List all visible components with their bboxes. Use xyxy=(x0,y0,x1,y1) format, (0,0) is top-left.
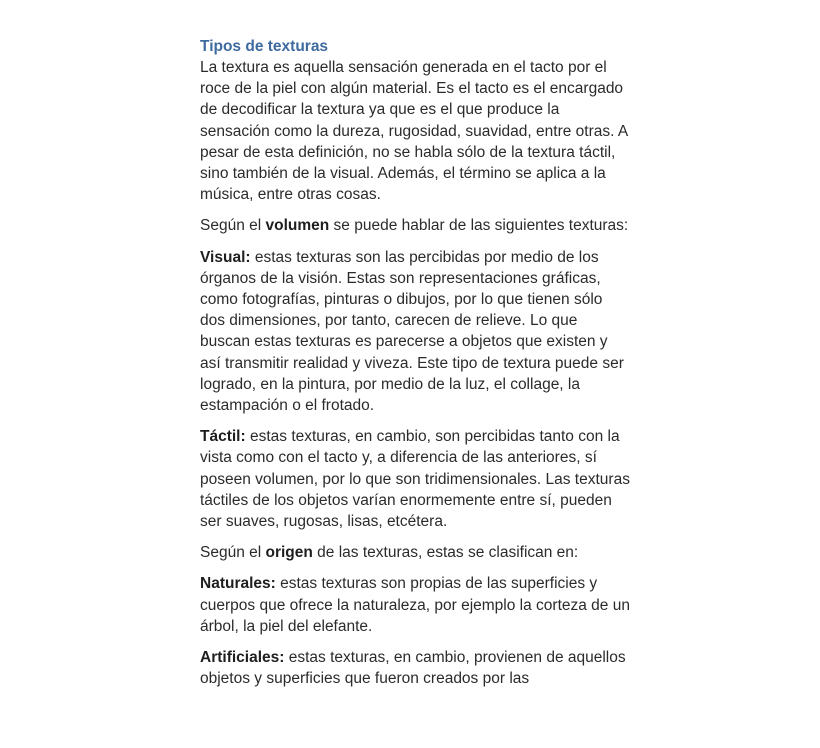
volumen-text-after: se puede hablar de las siguientes texturas: xyxy=(329,217,629,235)
origen-text-before: Según el xyxy=(200,544,266,562)
artificiales-term: Artificiales: xyxy=(200,649,285,667)
visual-paragraph xyxy=(200,247,630,417)
artificiales-paragraph xyxy=(200,647,630,689)
tactil-paragraph xyxy=(200,426,630,532)
document-title: Tipos de texturas xyxy=(200,38,329,55)
volumen-paragraph xyxy=(200,215,630,236)
document-body xyxy=(200,36,630,699)
naturales-text: estas texturas son propias de las superficies y cuerpos que ofrece la naturaleza, por ejemplo la corteza de un árbol, la piel del elefante. xyxy=(200,575,630,635)
tactil-text: estas texturas, en cambio, son percibidas tanto con la vista como con el tacto y, a diferencia de las anteriores, sí poseen volumen, por lo que son tridimensionales. Las texturas táctiles de los objetos varían enormemente entre sí, pueden ser suaves, rugosas, lisas, etcétera. xyxy=(200,428,630,531)
origen-keyword: origen xyxy=(265,544,313,562)
origen-text-after: de las texturas, estas se clasifican en: xyxy=(312,544,579,562)
volumen-text-before: Según el xyxy=(200,217,266,235)
naturales-term: Naturales: xyxy=(200,575,276,593)
visual-text: estas texturas son las percibidas por medio de los órganos de la visión. Estas son representaciones gráficas, como fotografías, pinturas o dibujos, por lo que tienen sólo dos dimensiones, por tanto, carecen de relieve. Lo que buscan estas texturas es parecerse a objetos que existen y así transmitir realidad y viveza. Este tipo de textura puede ser logrado, en la pintura, por medio de la luz, el collage, la estampación o el frotado. xyxy=(200,248,624,415)
tactil-term: Táctil: xyxy=(200,428,246,446)
artificiales-text: estas texturas, en cambio, provienen de aquellos objetos y superficies que fueron creados por las xyxy=(200,649,626,688)
volumen-keyword: volumen xyxy=(265,217,330,235)
origen-paragraph xyxy=(200,542,630,563)
intro-paragraph: La textura es aquella sensación generada en el tacto por el roce de la piel con algún material. Es el tacto es el encargado de decodificar la textura ya que es el que produce la sensación como la dureza, rugosidad, suavidad, entre otras. A pesar de esta definición, no se habla sólo de la textura táctil, sino también de la visual. Además, el término se aplica a la música, entre otras cosas. xyxy=(200,59,628,204)
naturales-paragraph xyxy=(200,573,630,637)
visual-term: Visual: xyxy=(200,248,251,266)
